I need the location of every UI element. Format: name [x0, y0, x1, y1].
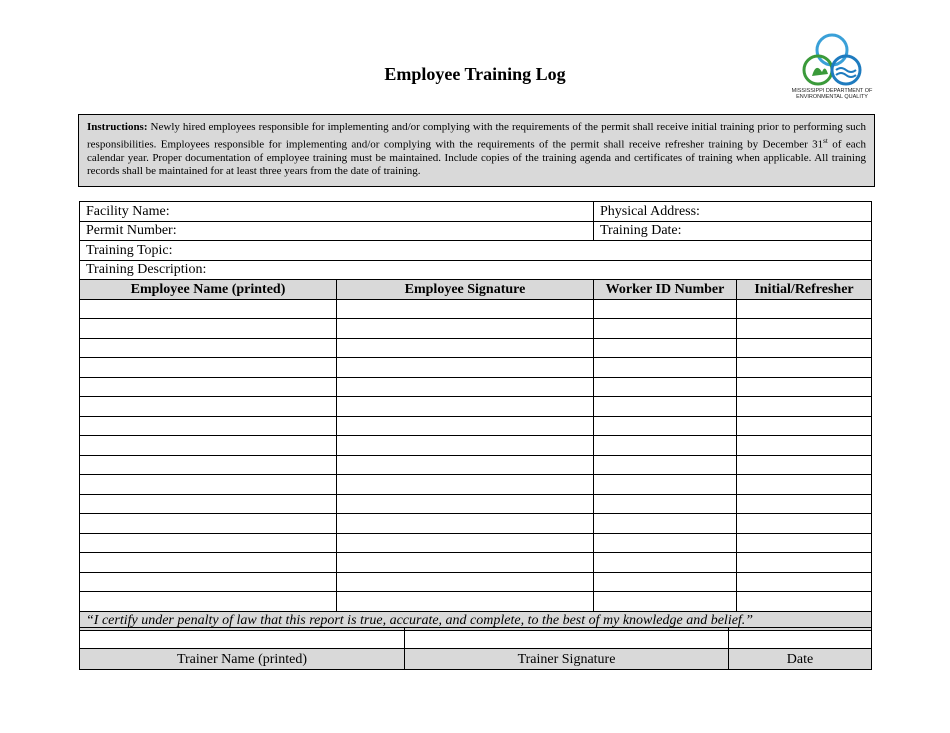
employee-signature-cell[interactable] [337, 416, 594, 436]
worker-id-cell[interactable] [594, 533, 737, 553]
worker-id-cell[interactable] [594, 455, 737, 475]
employee-name-cell[interactable] [80, 533, 337, 553]
logo-caption-line1: MISSISSIPPI DEPARTMENT OF [791, 88, 873, 94]
trainer-date-input[interactable] [729, 628, 872, 649]
col-header-initial-refresher: Initial/Refresher [737, 280, 872, 300]
entry-row [80, 377, 872, 397]
training-topic-field[interactable] [80, 241, 872, 261]
employee-signature-cell[interactable] [337, 338, 594, 358]
logo-caption [790, 88, 874, 100]
entry-row [80, 592, 872, 612]
trainer-table [79, 627, 872, 670]
col-header-employee-name: Employee Name (printed) [80, 280, 337, 300]
employee-name-cell[interactable] [80, 494, 337, 514]
employee-signature-cell[interactable] [337, 475, 594, 495]
worker-id-cell[interactable] [594, 553, 737, 573]
employee-name-cell[interactable] [80, 514, 337, 534]
instructions-label: Instructions: [87, 121, 148, 133]
employee-name-cell[interactable] [80, 377, 337, 397]
entry-row [80, 358, 872, 378]
worker-id-cell[interactable] [594, 592, 737, 612]
employee-signature-cell[interactable] [337, 514, 594, 534]
initial-refresher-cell[interactable] [737, 397, 872, 417]
entry-row [80, 436, 872, 456]
employee-signature-cell[interactable] [337, 319, 594, 339]
employee-signature-cell[interactable] [337, 299, 594, 319]
initial-refresher-cell[interactable] [737, 377, 872, 397]
entry-row [80, 416, 872, 436]
initial-refresher-cell[interactable] [737, 494, 872, 514]
page-title: Employee Training Log [384, 64, 566, 84]
employee-name-cell[interactable] [80, 338, 337, 358]
column-header-row [80, 280, 872, 300]
worker-id-cell[interactable] [594, 338, 737, 358]
employee-name-cell[interactable] [80, 455, 337, 475]
employee-name-cell[interactable] [80, 416, 337, 436]
entry-row [80, 494, 872, 514]
worker-id-cell[interactable] [594, 358, 737, 378]
trainer-signature-input[interactable] [405, 628, 729, 649]
entry-row [80, 338, 872, 358]
employee-signature-cell[interactable] [337, 358, 594, 378]
worker-id-cell[interactable] [594, 397, 737, 417]
worker-id-cell[interactable] [594, 319, 737, 339]
logo-caption-line2: ENVIRONMENTAL QUALITY [796, 94, 868, 100]
training-description-label: Training Description: [86, 262, 207, 278]
instructions-text-2: of each calendar year. Proper documentation of employee training must be maintained. Include copies of the training agenda and certificates of training when applicable. All training records shall be maintained for at least three years from the date of training. [87, 138, 866, 178]
certification-statement: “I certify under penalty of law that this report is true, accurate, and complete, to the best of my knowledge and belief.” [80, 611, 872, 631]
worker-id-cell[interactable] [594, 377, 737, 397]
employee-signature-cell[interactable] [337, 533, 594, 553]
initial-refresher-cell[interactable] [737, 358, 872, 378]
entry-row [80, 514, 872, 534]
trainer-name-label: Trainer Name (printed) [80, 649, 405, 670]
entry-rows [80, 299, 872, 611]
employee-name-cell[interactable] [80, 553, 337, 573]
training-log-table [79, 201, 872, 631]
trainer-date-label: Date [729, 649, 872, 670]
instructions-text-1: Newly hired employees responsible for implementing and/or complying with the requirements of the permit shall receive initial training prior to performing such responsibilities. Employees responsible for implementing and/or complying with the requirements of the permit shall receive refresher training by December 31 [87, 121, 866, 151]
entry-row [80, 397, 872, 417]
entry-row [80, 533, 872, 553]
employee-signature-cell[interactable] [337, 553, 594, 573]
initial-refresher-cell[interactable] [737, 475, 872, 495]
worker-id-cell[interactable] [594, 299, 737, 319]
facility-name-label: Facility Name: [86, 203, 170, 219]
entry-row [80, 455, 872, 475]
employee-name-cell[interactable] [80, 397, 337, 417]
initial-refresher-cell[interactable] [737, 338, 872, 358]
instructions-box [78, 114, 875, 187]
employee-signature-cell[interactable] [337, 377, 594, 397]
initial-refresher-cell[interactable] [737, 416, 872, 436]
facility-name-field[interactable] [80, 202, 594, 222]
employee-name-cell[interactable] [80, 358, 337, 378]
training-date-label: Training Date: [600, 223, 682, 239]
worker-id-cell[interactable] [594, 494, 737, 514]
entry-row [80, 319, 872, 339]
training-topic-label: Training Topic: [86, 242, 173, 258]
permit-number-field[interactable] [80, 221, 594, 241]
entry-row [80, 572, 872, 592]
worker-id-cell[interactable] [594, 475, 737, 495]
initial-refresher-cell[interactable] [737, 436, 872, 456]
physical-address-field[interactable] [594, 202, 872, 222]
initial-refresher-cell[interactable] [737, 514, 872, 534]
initial-refresher-cell[interactable] [737, 533, 872, 553]
initial-refresher-cell[interactable] [737, 553, 872, 573]
col-header-employee-signature: Employee Signature [337, 280, 594, 300]
physical-address-label: Physical Address: [600, 203, 700, 219]
employee-signature-cell[interactable] [337, 592, 594, 612]
training-date-field[interactable] [594, 221, 872, 241]
employee-signature-cell[interactable] [337, 455, 594, 475]
initial-refresher-cell[interactable] [737, 299, 872, 319]
initial-refresher-cell[interactable] [737, 319, 872, 339]
employee-name-cell[interactable] [80, 436, 337, 456]
initial-refresher-cell[interactable] [737, 455, 872, 475]
trainer-name-input[interactable] [80, 628, 405, 649]
initial-refresher-cell[interactable] [737, 592, 872, 612]
worker-id-cell[interactable] [594, 416, 737, 436]
employee-name-cell[interactable] [80, 475, 337, 495]
employee-name-cell[interactable] [80, 299, 337, 319]
worker-id-cell[interactable] [594, 436, 737, 456]
initial-refresher-cell[interactable] [737, 572, 872, 592]
entry-row [80, 553, 872, 573]
employee-name-cell[interactable] [80, 592, 337, 612]
instructions-superscript: st [823, 136, 828, 145]
employee-signature-cell[interactable] [337, 436, 594, 456]
col-header-worker-id: Worker ID Number [594, 280, 737, 300]
worker-id-cell[interactable] [594, 514, 737, 534]
employee-signature-cell[interactable] [337, 572, 594, 592]
entry-row [80, 475, 872, 495]
training-description-field[interactable] [80, 260, 872, 280]
employee-name-cell[interactable] [80, 319, 337, 339]
worker-id-cell[interactable] [594, 572, 737, 592]
employee-name-cell[interactable] [80, 572, 337, 592]
employee-signature-cell[interactable] [337, 397, 594, 417]
trainer-signature-label: Trainer Signature [405, 649, 729, 670]
employee-signature-cell[interactable] [337, 494, 594, 514]
permit-number-label: Permit Number: [86, 223, 177, 239]
entry-row [80, 299, 872, 319]
